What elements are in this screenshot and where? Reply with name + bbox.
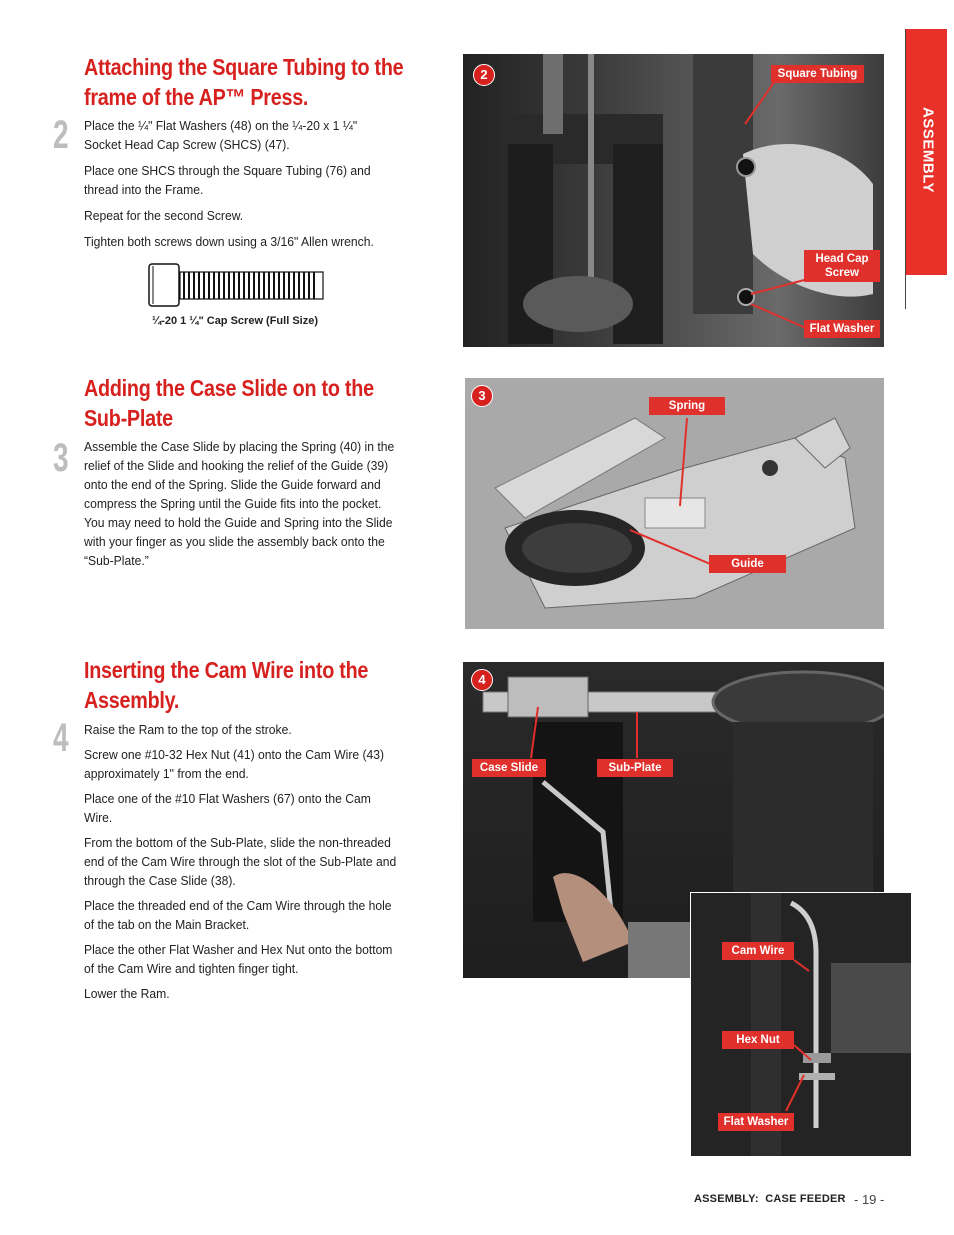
paragraph: Place the threaded end of the Cam Wire through the hole of the tab on the Main Bracket.: [84, 898, 392, 932]
section-4-title: [84, 655, 368, 715]
paragraph: Raise the Ram to the top of the stroke.: [84, 722, 292, 737]
label-guide: Guide: [709, 555, 786, 573]
case-slide-illustration: [465, 378, 884, 629]
paragraph: Place one of the #10 Flat Washers (67) onto the Cam Wire.: [84, 791, 371, 825]
paragraph: From the bottom of the Sub-Plate, slide the non-threaded end of the Cam Wire through the slot of the Sub-Plate and through the Case Slide (38).: [84, 835, 397, 888]
section-2-text: [84, 116, 397, 251]
section-3-title-line2: Sub-Plate: [84, 405, 173, 431]
photo-step-2: [463, 54, 884, 347]
step-number-2: 2: [53, 113, 69, 157]
footer-section-title: ASSEMBLY: CASE FEEDER: [694, 1193, 846, 1205]
step-badge-2: 2: [473, 64, 495, 86]
step-number-4: 4: [53, 716, 69, 760]
label-spring: Spring: [649, 397, 725, 415]
section-4-text: [84, 720, 397, 1003]
paragraph: Lower the Ram.: [84, 986, 170, 1001]
figure-caption: ¼-20 1 ¼" Cap Screw (Full Size): [152, 315, 318, 327]
section-3-title: [84, 373, 374, 433]
label-flat-washer-detail: Flat Washer: [718, 1113, 794, 1131]
paragraph: Repeat for the second Screw.: [84, 208, 244, 223]
step-badge-3: 3: [471, 385, 493, 407]
page-number: - 19 -: [854, 1192, 885, 1207]
label-head-cap-screw: [804, 250, 880, 282]
step-badge-4: 4: [471, 669, 493, 691]
label-flat-washer: Flat Washer: [804, 320, 880, 338]
section-3-text: [84, 437, 397, 570]
side-tab-label: ASSEMBLY: [919, 107, 937, 193]
photo-step-4-detail: [690, 892, 912, 1157]
paragraph: Place the other Flat Washer and Hex Nut onto the bottom of the Cam Wire and tighten finger tight.: [84, 942, 393, 976]
label-square-tubing: Square Tubing: [771, 65, 864, 83]
paragraph: Screw one #10-32 Hex Nut (41) onto the Cam Wire (43) approximately 1" from the end.: [84, 747, 385, 781]
section-2-title: [84, 52, 403, 112]
paragraph: Assemble the Case Slide by placing the Spring (40) in the relief of the Slide and hooking the relief of the Guide (39) onto the end of the Spring. Slide the Guide forward and compress the Spring until the Guide fits into the pocket. You may need to hold the Guide and Spring into the Slide with your finger as you slide the assembly back onto the “Sub-Plate.”: [84, 439, 395, 568]
label-case-slide: Case Slide: [472, 759, 546, 777]
label-head-cap-line2: Screw: [825, 267, 859, 279]
label-hex-nut: Hex Nut: [722, 1031, 794, 1049]
label-head-cap-line1: Head Cap: [815, 253, 869, 265]
section-3-title-line1: Adding the Case Slide on to the: [84, 375, 374, 401]
section-2-title-line2: frame of the AP™ Press.: [84, 84, 309, 110]
photo-step-3: [465, 378, 884, 629]
press-illustration: [463, 54, 884, 347]
paragraph: Tighten both screws down using a 3/16" Allen wrench.: [84, 234, 374, 249]
step-number-3: 3: [53, 436, 69, 480]
label-sub-plate: Sub-Plate: [597, 759, 673, 777]
label-cam-wire: Cam Wire: [722, 942, 794, 960]
section-4-title-line1: Inserting the Cam Wire into the: [84, 657, 369, 683]
section-2-title-line1: Attaching the Square Tubing to the: [84, 54, 404, 80]
section-4-title-line2: Assembly.: [84, 687, 180, 713]
paragraph: Place the ¼" Flat Washers (48) on the ¼-20 x 1 ¼" Socket Head Cap Screw (SHCS) (47).: [84, 118, 358, 152]
paragraph: Place one SHCS through the Square Tubing (76) and thread into the Frame.: [84, 163, 371, 197]
